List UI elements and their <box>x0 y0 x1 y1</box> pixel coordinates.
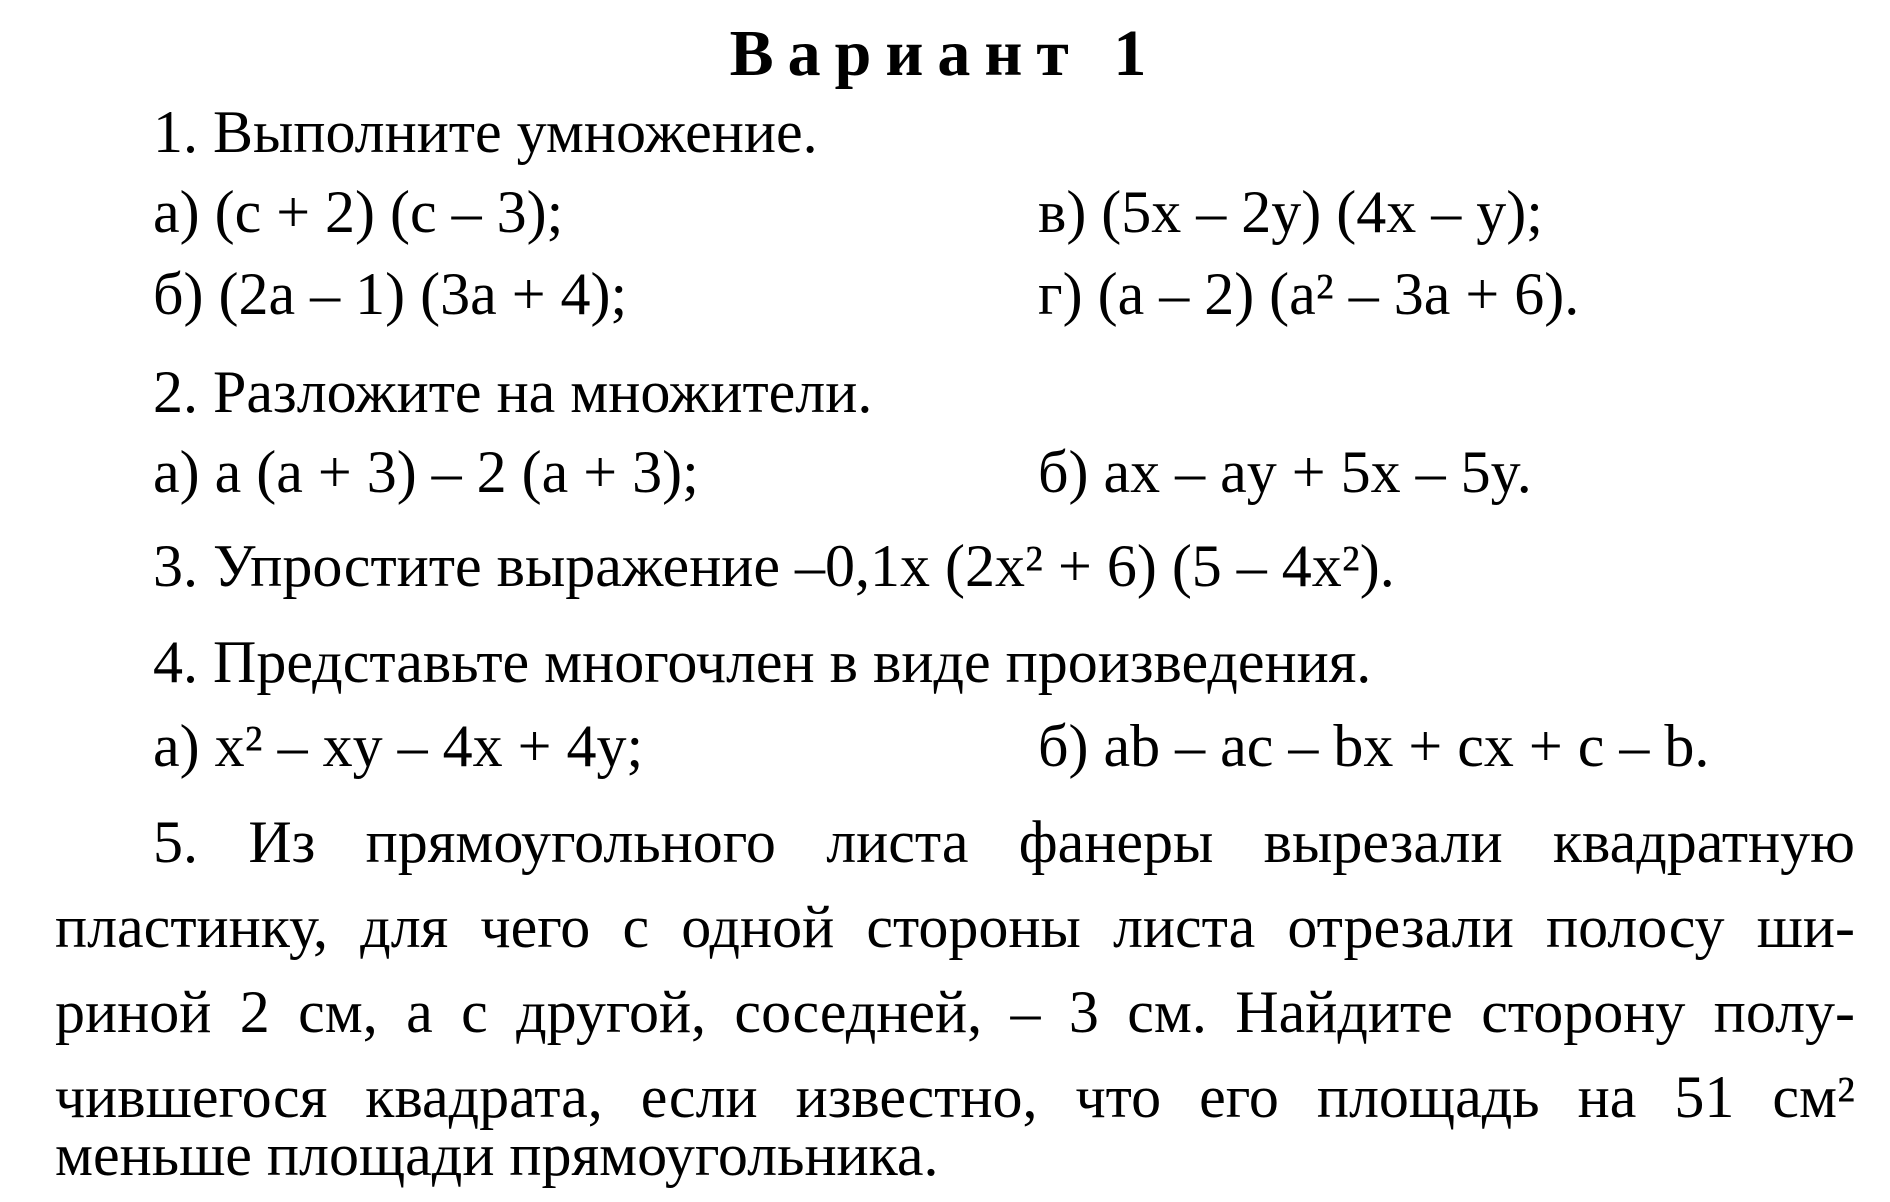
variant-title: Вариант 1 <box>729 17 1161 90</box>
task1-item-v: в) (5x – 2y) (4x – y); <box>1038 179 1543 245</box>
task4-item-b: б) ab – ac – bx + cx + c – b. <box>1038 713 1710 779</box>
task5-line-5: меньше площади прямоугольника. <box>55 1122 939 1188</box>
task4-item-a: а) x² – xy – 4x + 4y; <box>153 713 644 779</box>
task1-item-g: г) (a – 2) (a² – 3a + 6). <box>1038 261 1580 327</box>
task2-item-b: б) ax – ay + 5x – 5y. <box>1038 439 1532 505</box>
task5-line-4: чившегося квадрата, если известно, что его площадь на 51 см² <box>55 1064 1855 1130</box>
task4-heading: 4. Представьте многочлен в виде произведения. <box>153 629 1372 695</box>
task1-heading: 1. Выполните умножение. <box>153 99 818 165</box>
task1-item-a: а) (c + 2) (c – 3); <box>153 179 564 245</box>
task5-line-1: 5. Из прямоугольного листа фанеры вырезали квадратную <box>153 809 1855 875</box>
task2-heading: 2. Разложите на множители. <box>153 359 873 425</box>
task5-line-3: риной 2 см, а с другой, соседней, – 3 см. Найдите сторону полу- <box>55 979 1855 1045</box>
task1-item-b: б) (2a – 1) (3a + 4); <box>153 261 628 327</box>
task3-text: 3. Упростите выражение –0,1x (2x² + 6) (5 – 4x²). <box>153 533 1395 599</box>
task2-item-a: а) a (a + 3) – 2 (a + 3); <box>153 439 699 505</box>
task5-line-2: пластинку, для чего с одной стороны листа отрезали полосу ши- <box>55 894 1855 960</box>
